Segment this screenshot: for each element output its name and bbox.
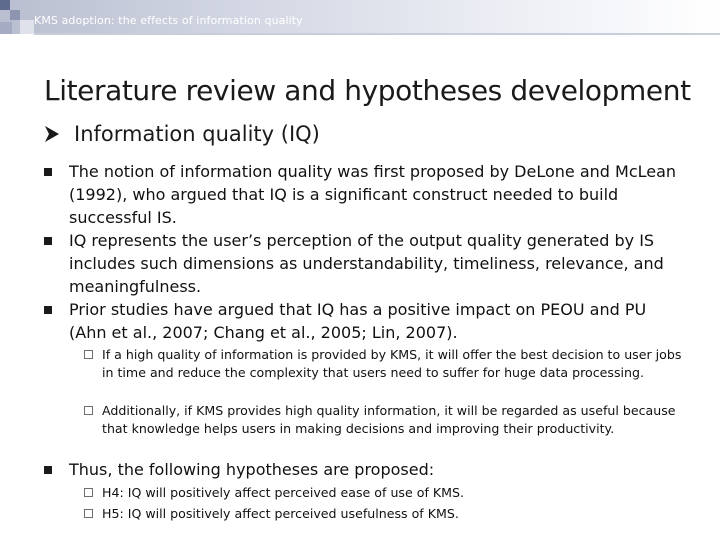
hollow-square-icon <box>84 406 93 415</box>
filled-square-icon <box>44 306 52 314</box>
sub-bullet-text: Additionally, if KMS provides high quality information, it will be regarded as useful because that knowledge helps users in making decisions and improving their productivity. <box>102 403 676 436</box>
sub-bullet-text: H5: IQ will positively affect perceived usefulness of KMS. <box>102 506 459 521</box>
header-band <box>0 0 720 34</box>
section-heading <box>44 122 320 146</box>
sub-list-item <box>84 402 684 456</box>
bullet-text: Thus, the following hypotheses are proposed: <box>69 460 435 479</box>
list-item <box>44 298 684 344</box>
sub-list-item <box>84 484 684 502</box>
section-heading-text: Information quality (IQ) <box>74 122 320 146</box>
sub-list-item <box>84 505 684 523</box>
sub-bullet-text: H4: IQ will positively affect perceived ease of use of KMS. <box>102 485 465 500</box>
hollow-square-icon <box>84 488 93 497</box>
hollow-square-icon <box>84 509 93 518</box>
hollow-square-icon <box>84 350 93 359</box>
decor-square <box>20 20 34 34</box>
header-divider <box>34 33 720 35</box>
decor-square <box>0 0 10 10</box>
list-item <box>44 458 684 481</box>
filled-square-icon <box>44 466 52 474</box>
bullet-text: IQ represents the user’s perception of the output quality generated by IS includes such dimensions as understandability, timeliness, relevance, and meaningfulness. <box>69 231 664 296</box>
bullet-text: The notion of information quality was first proposed by DeLone and McLean (1992), who argued that IQ is a significant construct needed to build successful IS. <box>69 162 677 227</box>
filled-square-icon <box>44 168 52 176</box>
sub-list-item <box>84 346 684 400</box>
decor-square <box>10 10 20 20</box>
sub-bullet-text: If a high quality of information is provided by KMS, it will offer the best decision to user jobs in time and reduce the complexity that users need to suffer for huge data processing. <box>102 347 682 380</box>
header-title: KMS adoption: the effects of information quality <box>34 14 303 27</box>
decor-square <box>0 22 12 34</box>
arrow-right-icon <box>44 122 74 146</box>
list-item <box>44 160 684 229</box>
bullet-text: Prior studies have argued that IQ has a positive impact on PEOU and PU (Ahn et al., 2007; Chang et al., 2005; Lin, 2007). <box>69 300 647 342</box>
list-item <box>44 229 684 298</box>
filled-square-icon <box>44 237 52 245</box>
slide-title: Literature review and hypotheses development <box>44 74 691 107</box>
